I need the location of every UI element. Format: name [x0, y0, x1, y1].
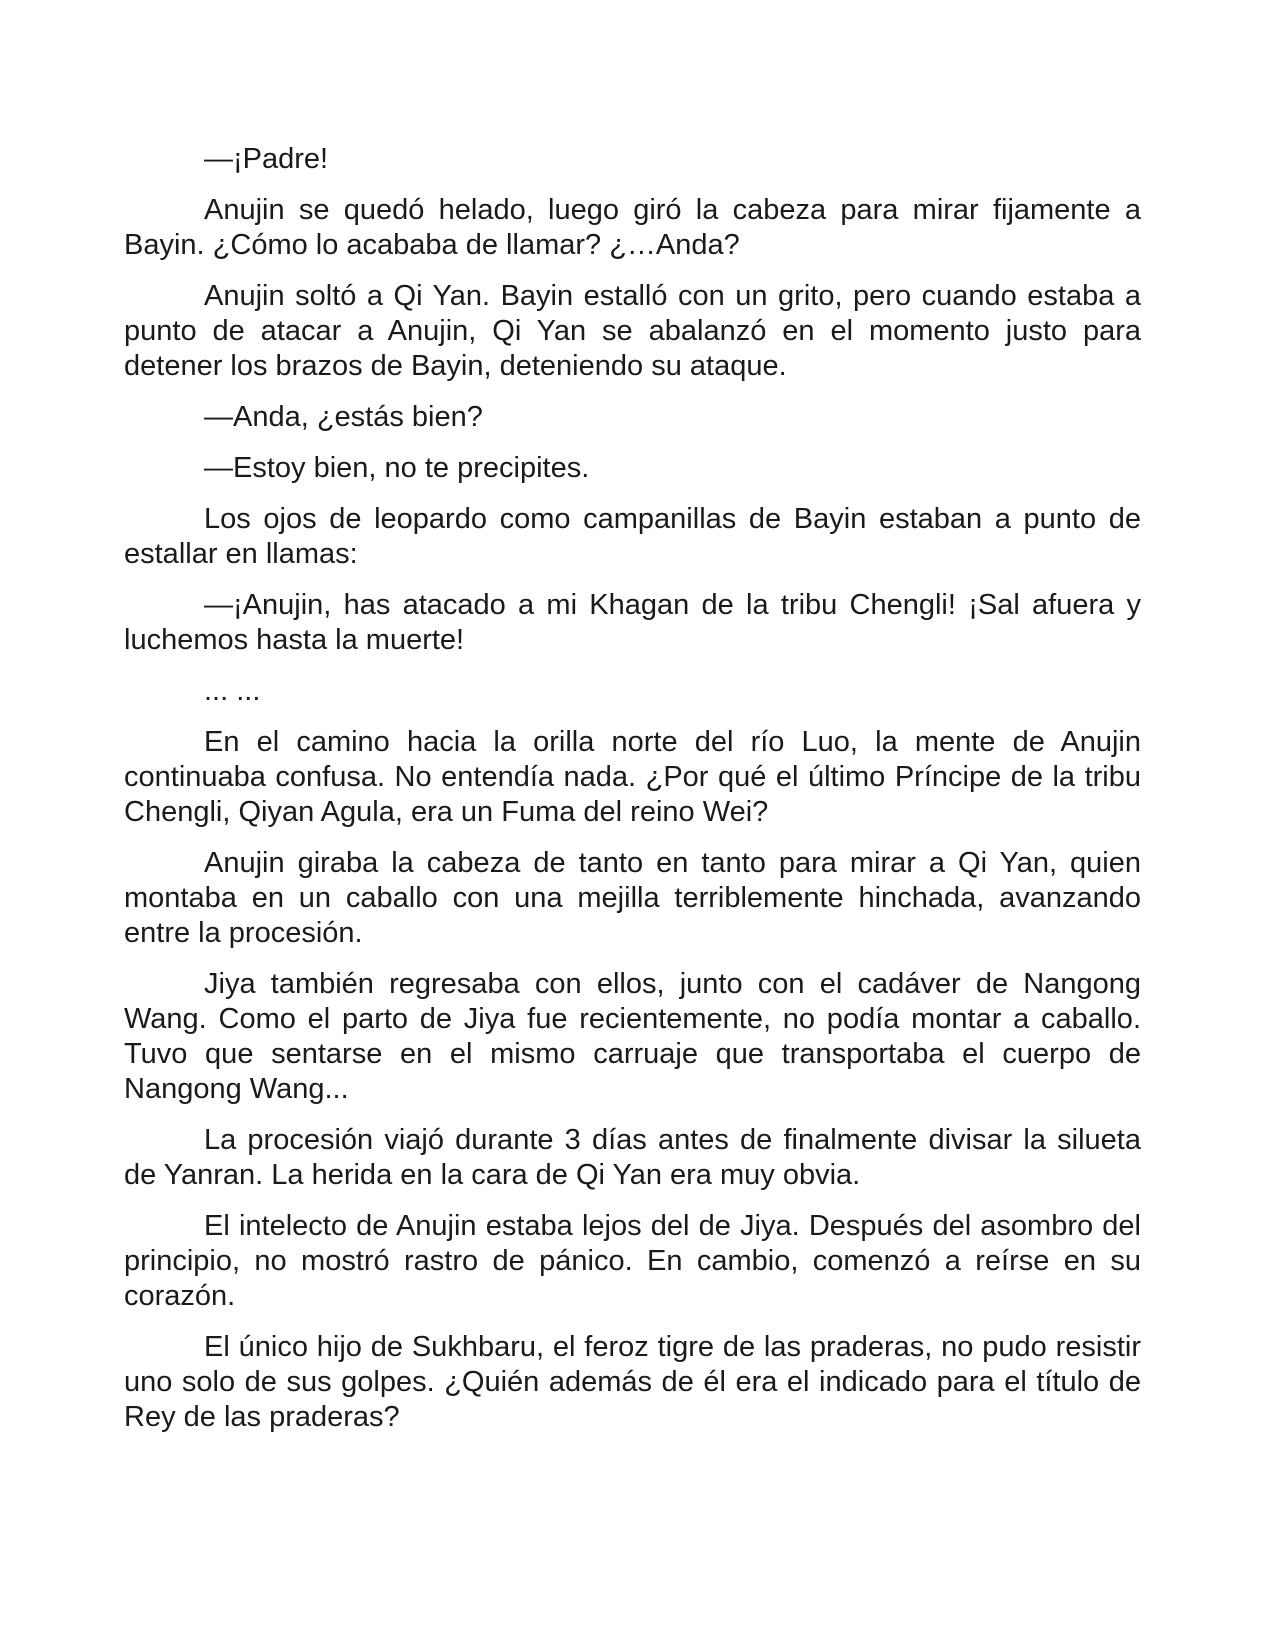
paragraph: La procesión viajó durante 3 días antes de finalmente divisar la silueta de Yanran. La herida en la cara de Qi Yan era muy obvia.	[124, 1124, 1141, 1191]
scene-break: ... ...	[204, 675, 261, 707]
paragraph: El único hijo de Sukhbaru, el feroz tigre de las praderas, no pudo resistir uno solo de sus golpes. ¿Quién además de él era el indicado para el título de Rey de las praderas?	[124, 1331, 1141, 1433]
paragraph: —Estoy bien, no te precipites.	[204, 452, 590, 484]
paragraph: Anujin soltó a Qi Yan. Bayin estalló con un grito, pero cuando estaba a punto de atacar a Anujin, Qi Yan se abalanzó en el momento justo para detener los brazos de Bayin, deteniendo su ataque.	[124, 280, 1141, 382]
paragraph: Anujin giraba la cabeza de tanto en tanto para mirar a Qi Yan, quien montaba en un caballo con una mejilla terriblemente hinchada, avanzando entre la procesión.	[124, 847, 1141, 949]
paragraph: Jiya también regresaba con ellos, junto con el cadáver de Nangong Wang. Como el parto de Jiya fue recientemente, no podía montar a caballo. Tuvo que sentarse en el mismo carruaje que transportaba el cuerpo de Nangong Wang...	[124, 968, 1141, 1105]
paragraph: Anujin se quedó helado, luego giró la cabeza para mirar fijamente a Bayin. ¿Cómo lo acababa de llamar? ¿…Anda?	[124, 194, 1141, 261]
paragraph: —¡Anujin, has atacado a mi Khagan de la tribu Chengli! ¡Sal afuera y luchemos hasta la muerte!	[124, 589, 1141, 656]
paragraph: —¡Padre!	[204, 143, 329, 175]
paragraph: En el camino hacia la orilla norte del río Luo, la mente de Anujin continuaba confusa. No entendía nada. ¿Por qué el último Príncipe de la tribu Chengli, Qiyan Agula, era un Fuma del reino Wei?	[124, 726, 1141, 828]
document-page	[124, 142, 1141, 1451]
paragraph: —Anda, ¿estás bien?	[204, 401, 483, 433]
paragraph: Los ojos de leopardo como campanillas de Bayin estaban a punto de estallar en llamas:	[124, 503, 1141, 570]
paragraph: El intelecto de Anujin estaba lejos del de Jiya. Después del asombro del principio, no mostró rastro de pánico. En cambio, comenzó a reírse en su corazón.	[124, 1210, 1141, 1312]
